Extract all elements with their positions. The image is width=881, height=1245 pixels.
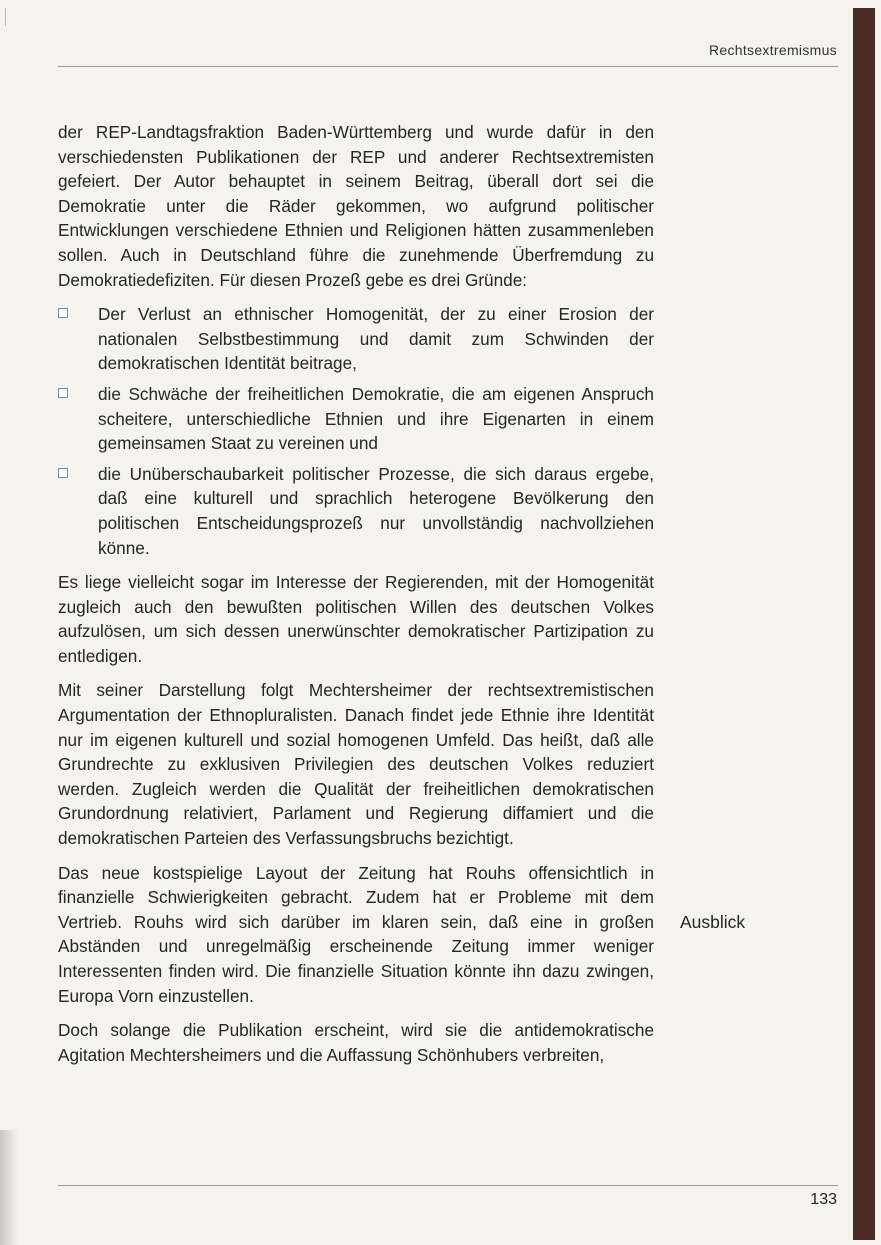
list-item: [58, 382, 654, 456]
running-head: Rechtsextremismus: [708, 42, 837, 58]
list-item-text: die Unüberschaubarkeit politischer Prozesse, die sich daraus ergebe, daß eine kulturell und sprachlich heterogene Bevölkerung den politischen Entscheidungsprozeß nur unvollständig nachvollziehen könne.: [98, 463, 654, 558]
footer-rule: [58, 1185, 838, 1186]
checkbox-bullet-icon: [58, 308, 68, 318]
page-edge-bar: [853, 8, 875, 1240]
checkbox-bullet-icon: [58, 468, 68, 478]
list-item: [58, 462, 654, 560]
paragraph: Das neue kostspielige Layout der Zeitung hat Rouhs offensichtlich in finanzielle Schwierigkeiten gebracht. Zudem hat er Probleme mit dem Vertrieb. Rouhs wird sich darüber im klaren sein, daß eine in großen Abständen und unregelmäßig erscheinende Zeitung immer weniger Interessenten finden wird. Die finanzielle Situation könnte ihn dazu zwingen, Europa Vorn einzustellen.: [58, 862, 654, 1006]
page-number: 133: [810, 1191, 837, 1208]
paragraph: Doch solange die Publikation erscheint, wird sie die antidemokratische Agitation Mechtersheimers und die Auffassung Schönhubers verbreiten,: [58, 1020, 654, 1065]
paragraph: Mit seiner Darstellung folgt Mechtersheimer der rechtsextremistischen Argumentation der Ethnopluralisten. Danach findet jede Ethnie ihre Identität nur im eigenen kulturell und sozial homogenen Umfeld. Das heißt, daß alle Grundrechte zu exklusiven Privilegien des deutschen Volkes reduziert werden. Zugleich werden die Qualität der freiheitlichen demokratischen Grundordnung relativiert, Parlament und Regierung diffamiert und die demokratischen Parteien des Verfassungsbruchs bezichtigt.: [58, 680, 654, 849]
list-item-text: Der Verlust an ethnischer Homogenität, der zu einer Erosion der nationalen Selbstbestimmung und damit zum Schwinden der demokratischen Identität beitrage,: [98, 304, 654, 374]
bullet-list: [58, 302, 654, 560]
paragraph: Es liege vielleicht sogar im Interesse der Regierenden, mit der Homogenität zugleich auch den bewußten politischen Willen des deutschen Volkes aufzulösen, um sich dessen unerwünschter demokratischer Partizipation zu entledigen.: [58, 572, 654, 666]
paragraph: der REP-Landtagsfraktion Baden-Württemberg und wurde dafür in den verschiedensten Publikationen der REP und anderer Rechtsextremisten gefeiert. Der Autor behauptet in seinem Beitrag, überall dort sei die Demokratie unter die Räder gekommen, wo aufgrund politischer Entwicklungen verschiedene Ethnien und Religionen hätten zusammenleben sollen. Auch in Deutschland führe die zunehmende Überfremdung zu Demokratiedefiziten. Für diesen Prozeß gebe es drei Gründe:: [58, 122, 654, 290]
scan-shadow: [0, 1130, 18, 1245]
header-rule: [58, 66, 838, 67]
checkbox-bullet-icon: [58, 388, 68, 398]
list-item-text: die Schwäche der freiheitlichen Demokratie, die am eigenen Anspruch scheitere, unterschiedliche Ethnien und ihre Eigenarten in einem gemeinsamen Staat zu vereinen und: [98, 383, 654, 454]
list-item: [58, 302, 654, 376]
margin-heading: Ausblick: [680, 912, 746, 932]
scan-corner-mark: [5, 8, 6, 26]
body-text: [58, 120, 654, 1077]
